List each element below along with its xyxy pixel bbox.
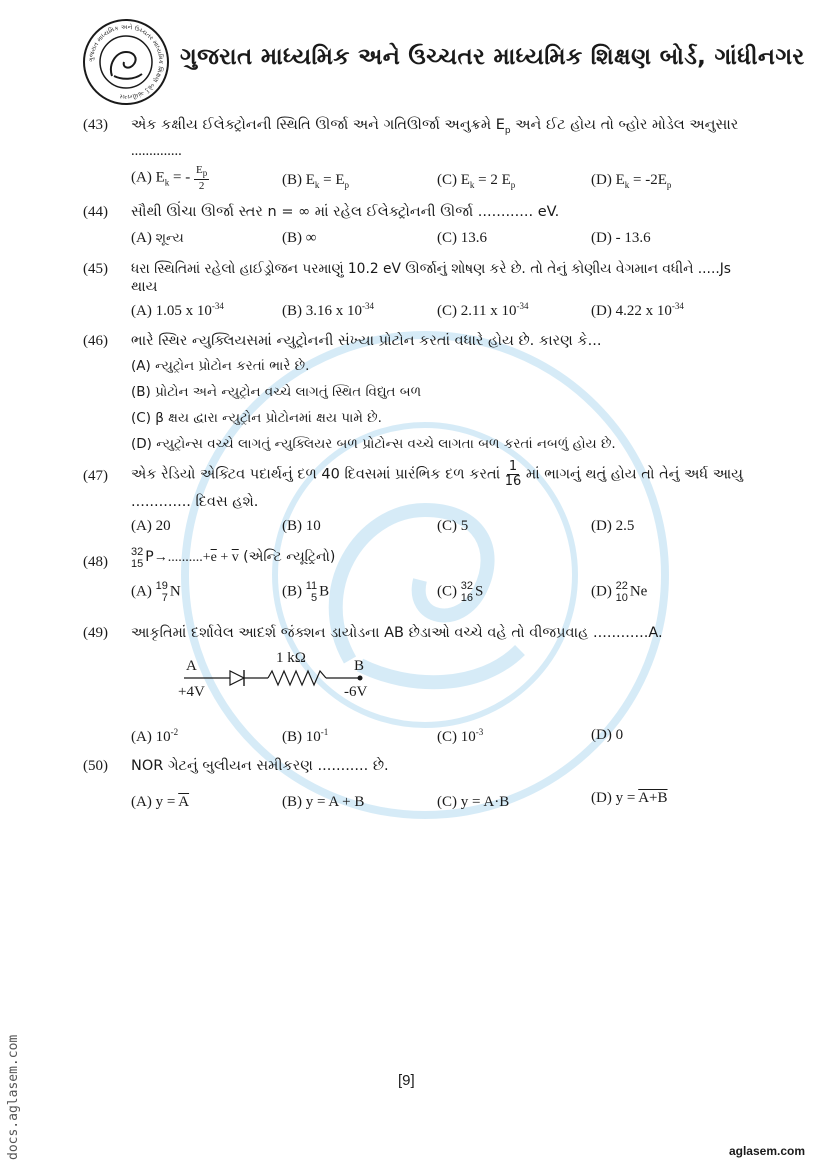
q46-option-b: (B) પ્રોટોન અને ન્યુટ્રોન વચ્ચે લાગતું સ્થિત વિદ્યુત બળ [131, 384, 422, 400]
q47-option-b: (B) 10 [282, 518, 321, 534]
q44-option-b: (B) ∞ [282, 230, 317, 246]
q49-text: આકૃતિમાં દર્શાવેલ આદર્શ જંક્શન ડાયોડના AB છેડાઓ વચ્ચે વહે તો વીજપ્રવાહ ............A. [131, 625, 663, 641]
q48-option-d: (D) 22 10 Ne [591, 580, 648, 604]
q50-text: NOR ગેટનું બુલીયન સમીકરણ ........... છે. [131, 758, 389, 774]
q43-option-b: (B) $E_k = E_p$ [282, 172, 350, 190]
q50-number: (50) [83, 758, 108, 774]
q47-text: એક રેડિયો એક્ટિવ પદાર્થનું દળ 40 દિવસમાં પ્રારંભિક દળ કરતાં $\frac{1}{16}$ માં ભાગનું થતું હોય તો તેનું અર્ધ આયુ [131, 459, 744, 489]
footer-brand: aglasem.com [728, 1144, 805, 1158]
q45-option-a: (A) 1.05 x $10^{-34}$ [131, 301, 224, 319]
page-number: [9] [398, 1072, 415, 1089]
q48-option-a: (A) 19 7 N [131, 580, 181, 604]
q49-option-b: (B) $10^{-1}$ [282, 727, 329, 745]
side-watermark-url: docs.aglasem.com [6, 1034, 21, 1160]
q46-number: (46) [83, 333, 108, 349]
q47-number: (47) [83, 468, 108, 484]
q47-option-d: (D) 2.5 [591, 518, 635, 534]
q49-option-d: (D) 0 [591, 727, 624, 743]
q48-option-b: (B) 11 5 B [282, 580, 330, 604]
q49-circuit-diagram [170, 648, 390, 704]
q45-option-c: (C) 2.11 x $10^{-34}$ [437, 301, 529, 319]
q48-nuclide-p: 32 15 [131, 546, 144, 570]
q49-terminal-b-voltage: -6V [344, 684, 368, 700]
q49-resistor-label: 1 kΩ [276, 650, 306, 666]
q46-option-c: (C) β ક્ષય દ્વારા ન્યુટ્રોન પ્રોટોનમાં ક્ષય પામે છે. [131, 410, 382, 426]
q45-option-b: (B) 3.16 x $10^{-34}$ [282, 301, 374, 319]
q43-text: એક કક્ષીય ઈલેક્ટ્રોનની સ્થિતિ ઊર્જા અને ગતિઊર્જા અનુક્રમે $E_p$ અને ઈટ હોય તો બ્હોર મોડેલ અનુસાર [131, 117, 739, 136]
q45-number: (45) [83, 261, 108, 277]
q49-option-c: (C) $10^{-3}$ [437, 727, 484, 745]
board-title: ગુજરાત માધ્યમિક અને ઉચ્ચતર માધ્યમિક શિક્ષણ બોર્ડ, ગાંધીનગર [180, 44, 805, 70]
q47-text-line2: ............. દિવસ હશે. [131, 494, 259, 510]
q46-option-d: (D) ન્યુટ્રોન્સ વચ્ચે લાગતું ન્યુક્લિયર બળ પ્રોટોન્સ વચ્ચે લાગતા બળ કરતાં નબળું હોય છે. [131, 436, 616, 452]
q49-number: (49) [83, 625, 108, 641]
q48-number: (48) [83, 554, 108, 570]
q43-number: (43) [83, 117, 108, 133]
q50-option-a: (A) $y = \overline{A}$ [131, 794, 190, 810]
q46-option-a: (A) ન્યુટ્રોન પ્રોટોન કરતાં ભારે છે. [131, 358, 310, 374]
q44-option-d: (D) - 13.6 [591, 230, 651, 246]
q43-option-d: (D) $E_k = -2E_p$ [591, 172, 672, 190]
q48-option-c: (C) 32 16 S [437, 580, 484, 604]
q43-option-a: (A) $E_k$ = - $\frac{E_p}{2}$ [131, 164, 208, 193]
q44-option-c: (C) 13.6 [437, 230, 487, 246]
q49-terminal-b-label: B [354, 658, 365, 674]
q44-number: (44) [83, 204, 108, 220]
q50-option-c: (C) y = A·B [437, 794, 510, 810]
q49-terminal-a-voltage: +4V [178, 684, 205, 700]
svg-text:ગુજરાત માધ્યમિક અને ઉચ્ચતર માધ: ગુજરાત માધ્યમિક અને ઉચ્ચતર માધ્યમિક શિક્ષણ બોર્ડ ગાંધીનગર [87, 23, 165, 101]
q44-option-a: (A) શૂન્ય [131, 230, 184, 246]
q45-text-line1: ધરા સ્થિતિમાં રહેલો હાઈડ્રોજન પરમાણું 10.2 eV ઊર્જાનું શોષણ કરે છે. તો તેનું કોણીય વેગમાન વધીને .....Js [131, 261, 731, 277]
q47-fraction: $\frac{1}{16}$ [504, 459, 522, 489]
watermark-seal [180, 330, 670, 820]
q45-text-line2: થાય [131, 279, 158, 295]
q43-blank: .............. [131, 143, 182, 159]
board-seal-logo [82, 18, 170, 106]
q49-option-a: (A) $10^{-2}$ [131, 727, 179, 745]
q50-option-b: (B) y = A + B [282, 794, 365, 810]
q43-option-a-fraction: $\frac{E_p}{2}$ [195, 164, 208, 193]
q43-option-c: (C) $E_k = 2$ $E_p$ [437, 172, 516, 190]
q45-option-d: (D) 4.22 x $10^{-34}$ [591, 301, 684, 319]
q49-terminal-a-label: A [186, 658, 197, 674]
q47-option-a: (A) 20 [131, 518, 171, 534]
q47-option-c: (C) 5 [437, 518, 469, 534]
q44-text: સૌથી ઊંચા ઊર્જા સ્તર n = ∞ માં રહેલ ઈલેક્ટ્રોનની ઊર્જા ............ eV. [131, 204, 560, 220]
q46-text: ભારે સ્થિર ન્યુક્લિયસમાં ન્યુટ્રોનની સંખ્યા પ્રોટોન કરતાં વધારે હોય છે. કારણ કે... [131, 333, 602, 349]
q50-option-d: (D) y = A+B [591, 790, 668, 806]
q48-equation: 32 15 $P\to..........+\overline{e} + \overline{v}$ (એન્ટિ ન્યૂટ્રિનો) [131, 546, 336, 570]
